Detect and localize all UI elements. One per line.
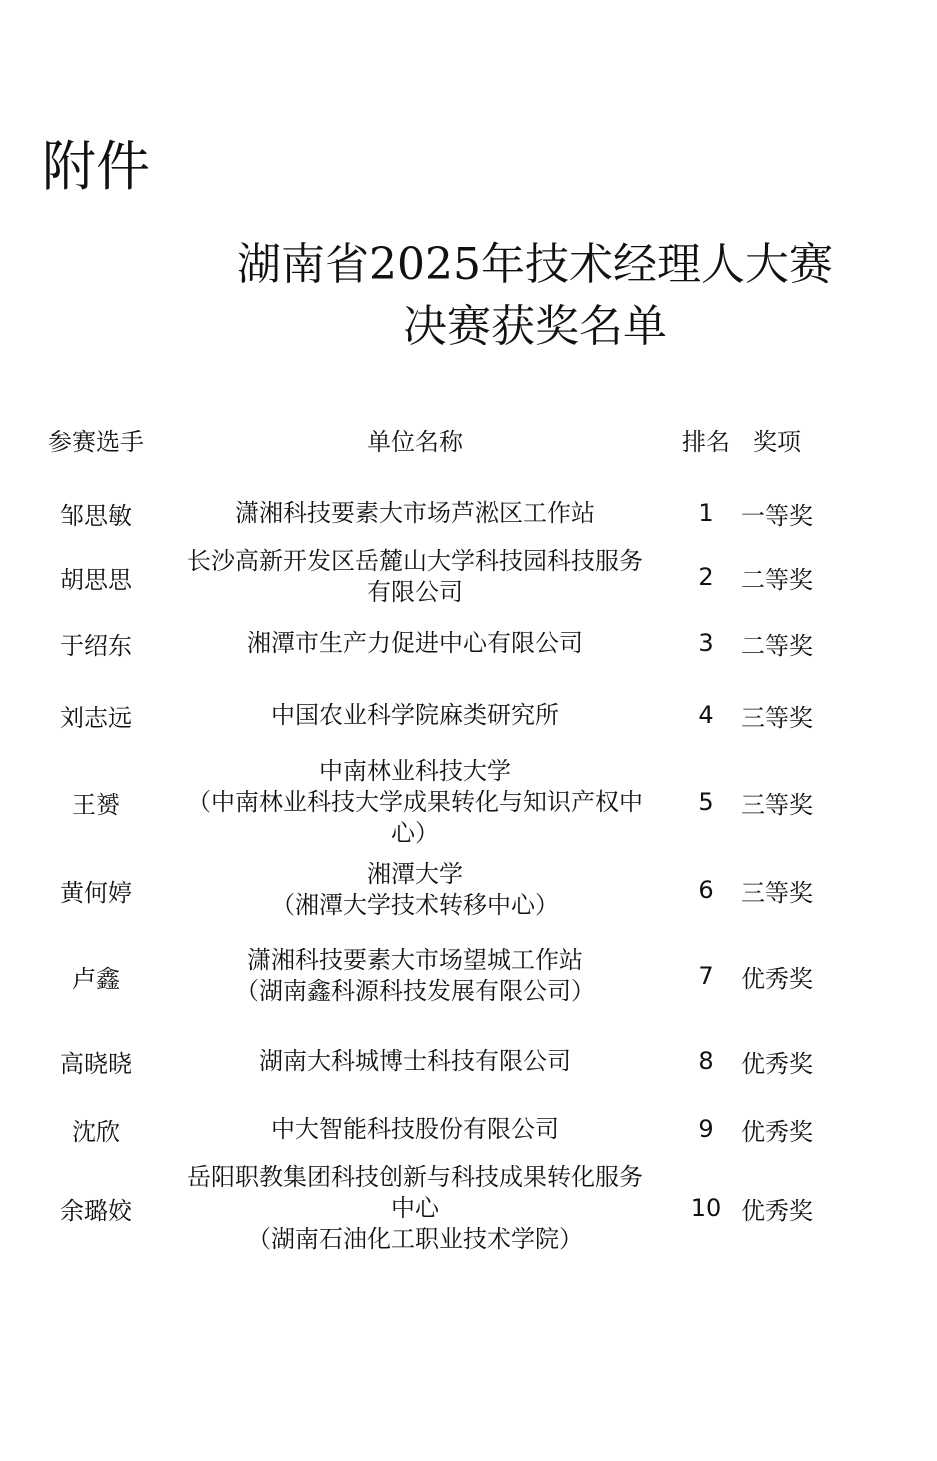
row-org	[160, 1038, 670, 1084]
row-name: 刘志远	[60, 703, 132, 732]
row-rank: 3	[698, 629, 714, 657]
table-header	[0, 422, 937, 462]
row-rank: 2	[698, 563, 714, 591]
header-name: 参赛选手	[48, 428, 144, 456]
row-award: 二等奖	[741, 631, 813, 660]
row-award: 三等奖	[741, 790, 813, 819]
row-rank: 7	[698, 962, 714, 990]
attachment-label: 附件	[42, 135, 150, 198]
table-row	[0, 545, 937, 609]
table-row	[0, 944, 937, 1008]
org-line: 中心	[391, 1193, 439, 1222]
row-name: 余璐姣	[60, 1196, 132, 1225]
org-line: 湘潭市生产力促进中心有限公司	[247, 628, 583, 657]
row-award: 三等奖	[741, 878, 813, 907]
row-org	[160, 1106, 670, 1152]
title-line-1: 湖南省2025年技术经理人大赛	[237, 239, 833, 290]
row-name: 黄何婷	[60, 878, 132, 907]
table-row	[0, 620, 937, 666]
row-name: 沈欣	[72, 1117, 120, 1146]
row-org	[160, 944, 670, 1008]
title-line-2: 决赛获奖名单	[403, 301, 667, 352]
org-line: （湖南鑫科源科技发展有限公司）	[235, 977, 595, 1005]
org-line: （湖南石油化工职业技术学院）	[247, 1224, 583, 1253]
header-award: 奖项	[753, 428, 801, 456]
row-name: 胡思思	[60, 565, 132, 594]
document-title	[150, 234, 920, 358]
table-row	[0, 490, 937, 536]
row-org	[160, 692, 670, 738]
org-line: 湖南大科城博士科技有限公司	[259, 1046, 571, 1075]
org-line: 中大智能科技股份有限公司	[271, 1114, 559, 1143]
org-line: 中南林业科技大学	[319, 756, 511, 785]
row-org	[160, 490, 670, 536]
row-name: 于绍东	[60, 631, 132, 660]
row-award: 二等奖	[741, 565, 813, 594]
row-award: 优秀奖	[741, 1117, 813, 1146]
row-rank: 10	[690, 1194, 722, 1222]
org-line: 潇湘科技要素大市场芦淞区工作站	[235, 498, 595, 527]
table-row	[0, 1038, 937, 1084]
org-line: 心）	[391, 818, 439, 847]
header-rank: 排名	[682, 428, 730, 456]
row-name: 邹思敏	[60, 501, 132, 530]
org-line: （湘潭大学技术转移中心）	[271, 891, 559, 919]
org-line: 长沙高新开发区岳麓山大学科技园科技服务	[187, 547, 643, 575]
row-org	[160, 620, 670, 666]
row-org	[160, 858, 670, 922]
row-rank: 9	[698, 1115, 714, 1143]
row-award: 优秀奖	[741, 964, 813, 993]
row-award: 一等奖	[741, 501, 813, 530]
org-line: （中南林业科技大学成果转化与知识产权中	[187, 787, 643, 816]
row-rank: 6	[698, 876, 714, 904]
row-name: 王赟	[72, 790, 120, 819]
row-org	[160, 754, 670, 850]
org-line: 潇湘科技要素大市场望城工作站	[247, 946, 583, 974]
table-row	[0, 858, 937, 922]
table-row	[0, 692, 937, 738]
org-line: 湘潭大学	[367, 860, 463, 888]
row-award: 优秀奖	[741, 1196, 813, 1225]
table-row	[0, 1160, 937, 1256]
org-line: 岳阳职教集团科技创新与科技成果转化服务	[187, 1162, 643, 1191]
row-rank: 5	[698, 788, 714, 816]
row-award: 三等奖	[741, 703, 813, 732]
row-org	[160, 545, 670, 609]
org-line: 有限公司	[367, 578, 463, 606]
row-rank: 1	[698, 499, 714, 527]
table-row	[0, 754, 937, 850]
row-org	[160, 1160, 670, 1256]
org-line: 中国农业科学院麻类研究所	[271, 700, 559, 729]
row-name: 高晓晓	[60, 1049, 132, 1078]
header-org: 单位名称	[367, 428, 463, 456]
row-rank: 4	[698, 701, 714, 729]
row-name: 卢鑫	[72, 964, 120, 993]
table-row	[0, 1106, 937, 1152]
row-award: 优秀奖	[741, 1049, 813, 1078]
row-rank: 8	[698, 1047, 714, 1075]
